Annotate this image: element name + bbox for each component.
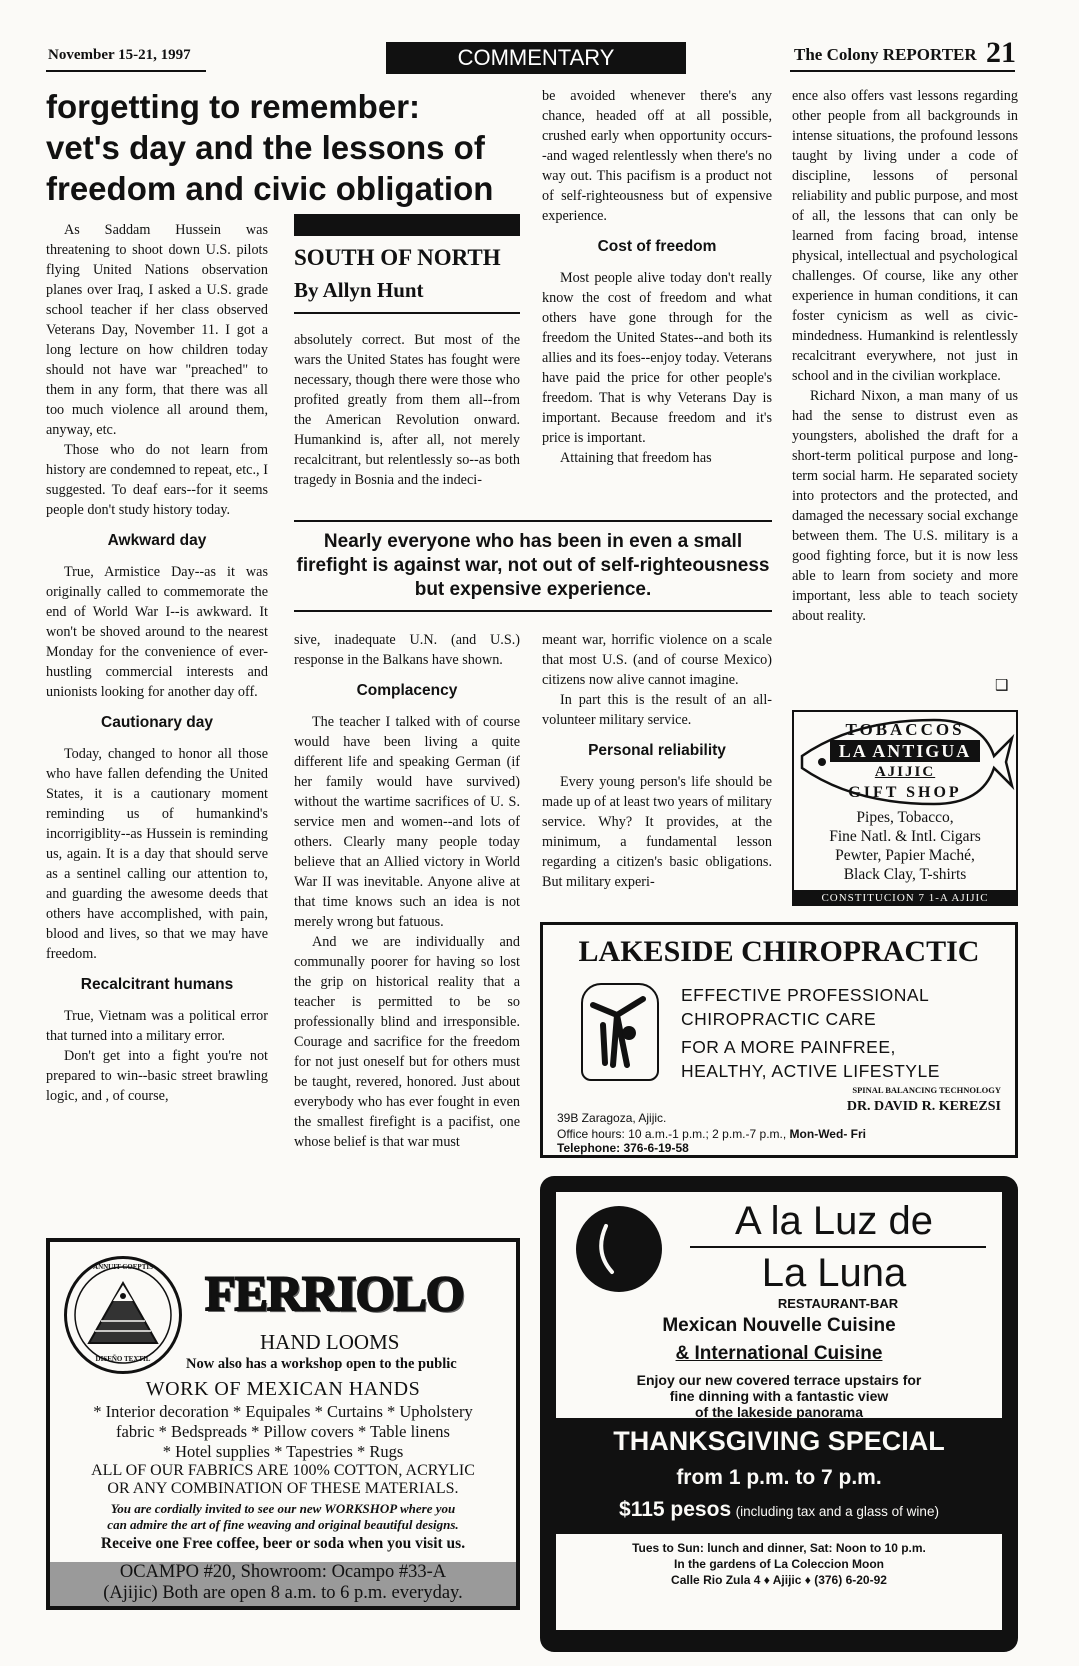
paragraph: The teacher I talked with of course would have been living a quite different life and speaking German (if her family would have survived) without the wartime sacrifices of U. S. service men and women--and lots of others. Clearly many people today believe that an Allied victory in World War II was inevitable. Anyone alive at that time knows such an idea is not merely wrong but fatuous. bbox=[294, 714, 520, 930]
ad-lakeside-chiropractic bbox=[540, 922, 1018, 1158]
paragraph: Those who do not learn from history are condemned to repeat, etc., I suggested. To deaf ears--for it seems people don't study history today. bbox=[46, 442, 268, 518]
pull-quote-rule-bottom bbox=[294, 610, 772, 612]
seal-bottom-text: DISEÑO TEXTIL bbox=[95, 1355, 151, 1363]
ferriolo-line: can admire the art of fine weaving and original beautiful designs. bbox=[107, 1517, 459, 1532]
column-3-bottom bbox=[542, 630, 772, 892]
paragraph: Most people alive today don't really know the cost of freedom and what others have gone through for the freedom the United States--and both its allies and its foes--enjoy today. Veterans have paid the price for other people's freedom. That is why Veterans Day is important. Because freedom and it's price is important. bbox=[542, 270, 772, 446]
subhead-complacency: Complacency bbox=[356, 682, 458, 699]
paragraph: And we are individually and communally poorer for having so lost the grip on historical reality that a teacher is permitted to be so professionally blind and irresponsible. Courage and sacrifice for the freedom for not just oneself but for others must be taught, revered, honored. Just about everybody who has ever fought in even the smallest firefight is a pacifist, one whose belief is that war must bbox=[294, 934, 520, 1150]
ferriolo-line: fabric * Bedspreads * Pillow covers * Table linens bbox=[116, 1422, 450, 1441]
ferriolo-body bbox=[50, 1378, 516, 1553]
ferriolo-line: * Interior decoration * Equipales * Curtains * Upholstery bbox=[93, 1402, 473, 1421]
ferriolo-line: OR ANY COMBINATION OF THESE MATERIALS. bbox=[107, 1480, 459, 1497]
luna-promo-line: Enjoy our new covered terrace upstairs for bbox=[636, 1372, 922, 1388]
tobacco-item: Pipes, Tobacco, bbox=[856, 809, 954, 826]
paragraph: meant war, horrific violence on a scale that most U.S. (and of course Mexico) citizens now alive cannot imagine. bbox=[542, 632, 772, 688]
paragraph: ence also offers vast lessons regarding other people from all backgrounds in intense situations, the profound lessons taught by living under a code of discipline, lessons of personal reliability and public purpose, and most of all, the lessons that can only be learned from facing broad, intense physical, intellectual and psychological challenges. Of course, like any other experience in human conditions, it can foster cynicism as well as civic-mindedness. Humankind is relentlessly recalcitrant everywhere, not just in school and in the civilian workplace. bbox=[792, 88, 1018, 384]
tobacco-name: LA ANTIGUA bbox=[830, 740, 980, 762]
headline-line-1: forgetting to remember: bbox=[46, 88, 421, 125]
masthead-rule-right bbox=[790, 70, 1015, 72]
pull-quote: Nearly everyone who has been in even a small firefight is against war, not out of self-righteousness but expensive experience. bbox=[296, 531, 770, 600]
luna-promo-line: fine dinning with a fantastic view bbox=[669, 1388, 889, 1404]
paragraph: True, Armistice Day--as it was originally called to commemorate the end of World War I--is awkward. It won't be shoved around to the nearest Monday for the convenience of ever-hustling commercial interests and unionists looking for another day off. bbox=[46, 564, 268, 700]
ferriolo-logo: FERRIOLO bbox=[205, 1265, 464, 1321]
chiro-technology: SPINAL BALANCING TECHNOLOGY bbox=[852, 1085, 1001, 1095]
ad-la-luz-de-la-luna bbox=[540, 1176, 1018, 1652]
paragraph: In part this is the result of an all-volunteer military service. bbox=[542, 692, 772, 728]
seal-top-text: ANNUIT COEPTIS bbox=[93, 1263, 153, 1271]
ferriolo-hand-looms: HAND LOOMS bbox=[260, 1330, 400, 1354]
ferriolo-workshop: Now also has a workshop open to the public bbox=[186, 1356, 457, 1372]
column-2-bottom bbox=[294, 630, 520, 1152]
luna-garden: In the gardens of La Coleccion Moon bbox=[673, 1557, 884, 1571]
chiro-hours-days: Mon-Wed- Fri bbox=[789, 1127, 866, 1141]
ad-tobacco-gift-shop bbox=[792, 710, 1018, 906]
column-3-top bbox=[542, 86, 772, 468]
page-number: 21 bbox=[986, 36, 1016, 69]
paragraph: As Saddam Hussein was threatening to shoot down U.S. pilots flying United Nations observation planes over Iraq, I asked a U.S. grade school teacher if her class observed Veterans Day, November 11. I got a long lecture on how children today should not have war "preached" to them in any form, that there was all too much violence all around them, anyway, etc. bbox=[46, 222, 268, 438]
luna-price-line bbox=[540, 1498, 1018, 1522]
paragraph: sive, inadequate U.N. (and U.S.) response in the Balkans have shown. bbox=[294, 632, 520, 668]
luna-hours: Tues to Sun: lunch and dinner, Sat: Noon to 10 p.m. bbox=[632, 1541, 926, 1555]
paragraph: absolutely correct. But most of the wars the United States has fought were necessary, though there were those who profited greatly from them all--from the American Revolution onward. Humankind is, after all, not merely recalcitrant, but relentlessly so--as both tragedy in Bosnia and the indeci- bbox=[294, 332, 520, 488]
ferriolo-hours: (Ajijic) Both are open 8 a.m. to 6 p.m. everyday. bbox=[103, 1583, 463, 1603]
paragraph: Attaining that freedom has bbox=[560, 450, 712, 466]
headline-line-3: freedom and civic obligation bbox=[46, 170, 494, 207]
luna-title-2: La Luna bbox=[761, 1251, 907, 1295]
paragraph: Don't get into a fight you're not prepared to win--basic street brawling logic, and , of course, bbox=[46, 1048, 268, 1104]
chiro-name: LAKESIDE CHIROPRACTIC bbox=[578, 935, 980, 968]
luna-address: Calle Rio Zula 4 ♦ Ajijic ♦ (376) 6-20-92 bbox=[671, 1573, 887, 1587]
luna-promo bbox=[556, 1372, 1002, 1420]
subhead-recalcitrant-humans: Recalcitrant humans bbox=[80, 976, 234, 993]
ferriolo-line: * Hotel supplies * Tapestries * Rugs bbox=[162, 1442, 404, 1461]
moon-icon bbox=[576, 1206, 662, 1292]
luna-time: from 1 p.m. to 7 p.m. bbox=[676, 1466, 882, 1489]
luna-promo-line: of the lakeside panorama bbox=[694, 1404, 864, 1420]
chiro-phone: Telephone: 376-6-19-58 bbox=[557, 1141, 689, 1155]
ferriolo-line: ALL OF OUR FABRICS ARE 100% COTTON, ACRYLIC bbox=[91, 1462, 475, 1479]
chiro-tag-line: EFFECTIVE PROFESSIONAL bbox=[681, 985, 930, 1005]
paragraph: Every young person's life should be made up of at least two years of military service. Why? It provides, at the minimum, a fundamental lesson regarding a citizen's basic obligations. But military experi- bbox=[542, 774, 772, 890]
ad-ferriolo bbox=[46, 1238, 520, 1610]
luna-subtitle: RESTAURANT-BAR bbox=[777, 1296, 899, 1311]
end-mark: ❑ bbox=[995, 677, 1009, 694]
luna-special: THANKSGIVING SPECIAL bbox=[613, 1426, 945, 1456]
luna-cuisine-line: Mexican Nouvelle Cuisine bbox=[662, 1315, 896, 1336]
subhead-personal-reliability: Personal reliability bbox=[588, 742, 726, 759]
byline: By Allyn Hunt bbox=[294, 278, 424, 302]
tobacco-items bbox=[794, 808, 1016, 884]
paper-name: The Colony REPORTER bbox=[794, 45, 977, 64]
chiro-tagline bbox=[681, 983, 940, 1083]
ferriolo-line: Receive one Free coffee, beer or soda when you visit us. bbox=[100, 1535, 466, 1552]
column-1 bbox=[46, 220, 268, 1106]
chiro-tag-line: FOR A MORE PAINFREE, bbox=[681, 1037, 896, 1057]
subhead-cautionary-day: Cautionary day bbox=[101, 714, 213, 731]
column-name: SOUTH OF NORTH bbox=[294, 245, 501, 270]
paragraph: be avoided whenever there's any chance, headed off at all possible, crushed early when opportunity occurs--and waged relentlessly when there's no way out. This pacifism is a product not of self-righteousness but of expensive experience. bbox=[542, 88, 772, 224]
luna-info bbox=[556, 1540, 1002, 1588]
column-header-bar bbox=[294, 214, 520, 236]
headline bbox=[46, 86, 526, 209]
tobacco-item: Fine Natl. & Intl. Cigars bbox=[829, 828, 981, 845]
section-banner: COMMENTARY bbox=[386, 42, 686, 74]
byline-rule bbox=[294, 312, 520, 314]
spine-figure-icon bbox=[583, 985, 657, 1079]
chiro-hours bbox=[557, 1127, 866, 1141]
chiro-doctor: DR. DAVID R. KEREZSI bbox=[846, 1099, 1001, 1114]
paragraph: Today, changed to honor all those who have fallen defending the United States, it is a cautionary moment reminding us of humankind's incorrigiblity--as Hussein is reminding us, again. It is a day that should serve as a sentinel calling our attention to, and guarding the awesome deeds that others have accomplished, with pain, blood and lives, so that we may have freedom. bbox=[46, 746, 268, 962]
column-4 bbox=[792, 86, 1018, 626]
luna-title-1: A la Luz de bbox=[735, 1199, 933, 1243]
luna-cuisine bbox=[556, 1312, 1002, 1368]
chiro-hours-label: Office hours: 10 a.m.-1 p.m.; 2 p.m.-7 p.m., bbox=[557, 1127, 787, 1141]
paragraph: True, Vietnam was a political error that turned into a military error. bbox=[46, 1008, 268, 1044]
luna-price: $115 pesos bbox=[619, 1498, 732, 1521]
luna-price-note: (including tax and a glass of wine) bbox=[735, 1504, 939, 1519]
luna-title-rule bbox=[690, 1246, 986, 1248]
issue-date: November 15-21, 1997 bbox=[48, 47, 191, 63]
chiro-logo bbox=[581, 983, 659, 1081]
headline-line-2: vet's day and the lessons of bbox=[46, 129, 485, 166]
tobacco-address: CONSTITUCION 7 1-A AJIJIC bbox=[794, 890, 1016, 906]
pull-quote-rule-top bbox=[294, 520, 772, 522]
chiro-tag-line: HEALTHY, ACTIVE LIFESTYLE bbox=[681, 1061, 940, 1081]
tobacco-item: Black Clay, T-shirts bbox=[843, 866, 967, 883]
column-2-top bbox=[294, 330, 520, 490]
luna-cuisine-line: & International Cuisine bbox=[675, 1343, 883, 1364]
masthead-rule bbox=[46, 70, 206, 72]
ferriolo-seal bbox=[64, 1256, 182, 1374]
chiro-address: 39B Zaragoza, Ajijic. bbox=[557, 1111, 667, 1125]
tobacco-town: AJIJIC bbox=[874, 764, 936, 780]
ferriolo-address: OCAMPO #20, Showroom: Ocampo #33-A bbox=[119, 1562, 447, 1582]
ferriolo-line: You are cordially invited to see our new WORKSHOP where you bbox=[110, 1501, 456, 1516]
tobacco-gift-shop: GIFT SHOP bbox=[848, 784, 962, 801]
ferriolo-address-band bbox=[50, 1562, 516, 1606]
tobacco-item: Pewter, Papier Maché, bbox=[835, 847, 975, 864]
subhead-awkward-day: Awkward day bbox=[107, 532, 207, 549]
chiro-tag-line: CHIROPRACTIC CARE bbox=[681, 1009, 877, 1029]
tobacco-title: TOBACCOS bbox=[845, 720, 965, 739]
subhead-cost-of-freedom: Cost of freedom bbox=[597, 238, 717, 255]
paragraph: Richard Nixon, a man many of us had the sense to distrust even as youngsters, abolished the draft for a short-term political purpose and long-term social harm. He separated society into protectors and the protected, and damaged the necessary social exchange between them. The U.S. military is a good fighting force, but it is now less able to learn from society and more important, less able to teach society about reality. bbox=[792, 388, 1018, 624]
ferriolo-line: WORK OF MEXICAN HANDS bbox=[145, 1378, 421, 1400]
